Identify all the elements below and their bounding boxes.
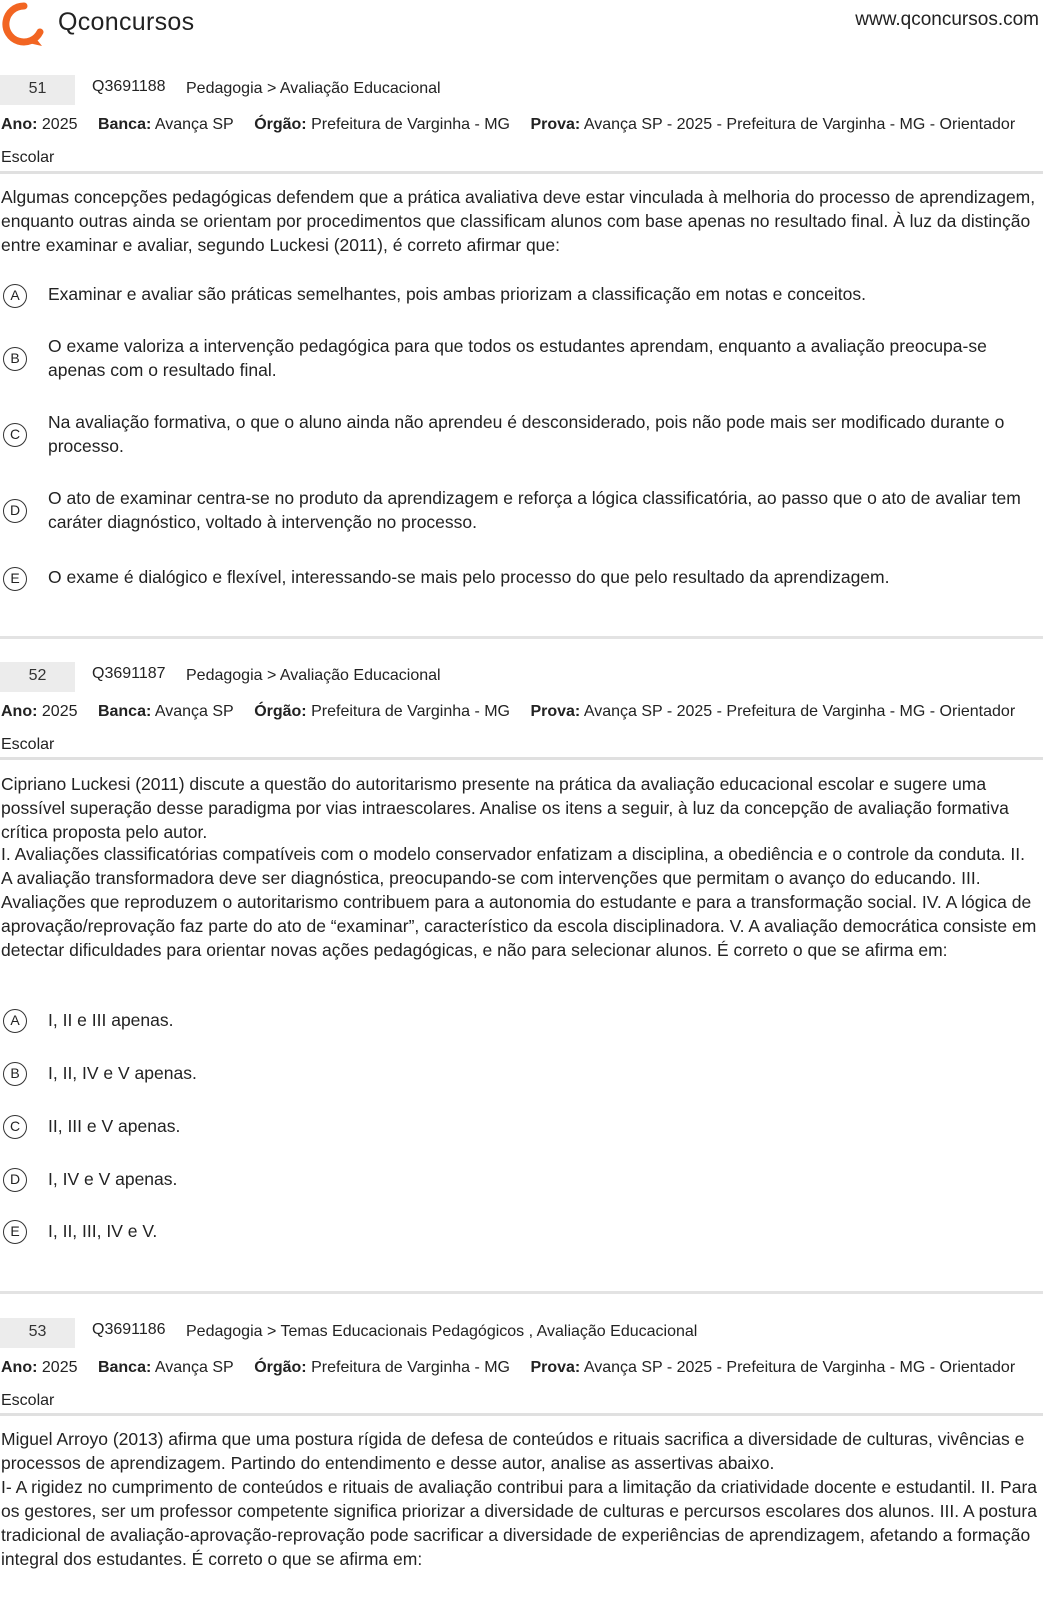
- banca-value: Avança SP: [154, 1359, 234, 1376]
- option-letter-badge[interactable]: C: [3, 423, 27, 447]
- option-letter-badge[interactable]: C: [3, 1115, 27, 1139]
- prova-value: Avança SP - 2025 - Prefeitura de Varginha - MG - Orientador Escolar: [1, 1359, 1016, 1409]
- question-separator: [0, 1291, 1043, 1294]
- question-items: I- A rigidez no cumprimento de conteúdos e rituais de avaliação contribui para a limitação da criatividade docente e estudantil. II. Para os gestores, ser um professor competente significa priorizar a diversidade de culturas e percursos escolares dos alunos. III. A postura tradicional de avaliação-aprovação-reprovação pode sacrificar a diversidade de experiências de aprendizagem, afetando a formação integral dos estudantes. É correto o que se afirma em:: [1, 1477, 1038, 1569]
- banca-value: Avança SP: [154, 703, 234, 720]
- question-items: I. Avaliações classificatórias compatíveis com o modelo conservador enfatizam a disciplina, a obediência e o controle da conduta. II. A avaliação transformadora deve ser diagnóstica, preocupando-se com intervenções que permitam o avanço do educando. III. Avaliações que reproduzem o autoritarismo contribuem para a autonomia do estudante e para a transformação social. IV. A lógica de aprovação/reprovação faz parte do ato de “examinar”, característico da escola disciplinadora. V. A avaliação democrática consiste em detectar dificuldades para orientar novas ações pedagógicas, e não para selecionar alunos. É correto o que se afirma em:: [1, 844, 1037, 960]
- option-letter-badge[interactable]: B: [3, 1062, 27, 1086]
- question-meta: [1, 108, 1041, 174]
- question-card: [0, 1318, 1043, 1615]
- page-header: [0, 0, 1043, 52]
- ano-label: Ano:: [1, 1359, 38, 1376]
- orgao-label: Órgão:: [254, 1359, 307, 1376]
- site-url[interactable]: www.qconcursos.com: [855, 9, 1039, 30]
- option-text: O exame é dialógico e flexível, interessando-se mais pelo processo do que pelo resultado da aprendizagem.: [48, 567, 890, 587]
- question-separator: [0, 636, 1043, 639]
- meta-divider: [0, 171, 1043, 174]
- qconcursos-logo-icon: [2, 2, 46, 46]
- question-number: 52: [0, 662, 75, 692]
- prova-label: Prova:: [530, 703, 581, 720]
- option-letter-badge[interactable]: D: [3, 1168, 27, 1192]
- option-text: O ato de examinar centra-se no produto da aprendizagem e reforça a lógica classificatória, ao passo que o ato de avaliar tem caráter diagnóstico, voltado à intervenção no processo.: [48, 488, 1021, 532]
- option-text: Examinar e avaliar são práticas semelhantes, pois ambas priorizam a classificação em notas e conceitos.: [48, 284, 867, 304]
- meta-divider: [0, 1413, 1043, 1416]
- prova-label: Prova:: [530, 116, 581, 133]
- ano-value: 2025: [41, 703, 78, 720]
- question-code[interactable]: Q3691187: [92, 665, 166, 682]
- question-meta: [1, 695, 1041, 761]
- question-statement: Algumas concepções pedagógicas defendem que a prática avaliativa deve estar vinculada à melhoria do processo de aprendizagem, enquanto outras ainda se orientam por procedimentos que classificam alunos com base apenas no resultado final. À luz da distinção entre examinar e avaliar, segundo Luckesi (2011), é correto afirmar que:: [1, 187, 1036, 255]
- ano-value: 2025: [41, 116, 78, 133]
- ano-label: Ano:: [1, 116, 38, 133]
- option-letter-badge[interactable]: E: [3, 567, 27, 591]
- question-meta: [1, 1351, 1041, 1417]
- prova-value: Avança SP - 2025 - Prefeitura de Varginha - MG - Orientador Escolar: [1, 116, 1016, 166]
- question-category[interactable]: Pedagogia > Temas Educacionais Pedagógicos , Avaliação Educacional: [186, 1323, 698, 1340]
- orgao-value: Prefeitura de Varginha - MG: [311, 1359, 510, 1376]
- question-header: [0, 662, 1043, 692]
- orgao-label: Órgão:: [254, 116, 307, 133]
- question-statement: Miguel Arroyo (2013) afirma que uma postura rígida de defesa de conteúdos e rituais sacrifica a diversidade de culturas, vivências e processos de aprendizagem. Partindo do entendimento e desse autor, analise as assertivas abaixo.: [1, 1429, 1025, 1473]
- orgao-label: Órgão:: [254, 703, 307, 720]
- question-code[interactable]: Q3691188: [92, 78, 166, 95]
- meta-divider: [0, 757, 1043, 760]
- brand-name: Qconcursos: [58, 8, 195, 36]
- question-header: [0, 1318, 1043, 1348]
- option-letter-badge[interactable]: A: [3, 1009, 27, 1033]
- option-text: I, IV e V apenas.: [48, 1169, 178, 1189]
- option-text: I, II, IV e V apenas.: [48, 1063, 197, 1083]
- question-category[interactable]: Pedagogia > Avaliação Educacional: [186, 667, 441, 684]
- option-text: O exame valoriza a intervenção pedagógica para que todos os estudantes aprendam, enquanto a avaliação preocupa-se apenas com o resultado final.: [48, 336, 987, 380]
- question-category[interactable]: Pedagogia > Avaliação Educacional: [186, 80, 441, 97]
- option-letter-badge[interactable]: B: [3, 347, 27, 371]
- question-header: [0, 75, 1043, 105]
- option-text: Na avaliação formativa, o que o aluno ainda não aprendeu é desconsiderado, pois não pode mais ser modificado durante o processo.: [48, 412, 1005, 456]
- question-number: 53: [0, 1318, 75, 1348]
- orgao-value: Prefeitura de Varginha - MG: [311, 116, 510, 133]
- banca-value: Avança SP: [154, 116, 234, 133]
- option-text: I, II, III, IV e V.: [48, 1221, 158, 1241]
- banca-label: Banca:: [97, 703, 152, 720]
- question-statement: Cipriano Luckesi (2011) discute a questão do autoritarismo presente na prática da avaliação educacional escolar e sugere uma possível superação desse paradigma por vias intraescolares. Analise os itens a seguir, à luz da concepção de avaliação formativa crítica proposta pelo autor.: [1, 774, 1009, 842]
- option-text: I, II e III apenas.: [48, 1010, 174, 1030]
- ano-value: 2025: [41, 1359, 78, 1376]
- option-letter-badge[interactable]: D: [3, 499, 27, 523]
- question-card: [0, 662, 1043, 1292]
- ano-label: Ano:: [1, 703, 38, 720]
- option-letter-badge[interactable]: A: [3, 284, 27, 308]
- question-code[interactable]: Q3691186: [92, 1321, 166, 1338]
- question-card: [0, 75, 1043, 640]
- banca-label: Banca:: [97, 1359, 152, 1376]
- option-text: II, III e V apenas.: [48, 1116, 181, 1136]
- question-number: 51: [0, 75, 75, 105]
- banca-label: Banca:: [97, 116, 152, 133]
- prova-label: Prova:: [530, 1359, 581, 1376]
- prova-value: Avança SP - 2025 - Prefeitura de Varginha - MG - Orientador Escolar: [1, 703, 1016, 753]
- orgao-value: Prefeitura de Varginha - MG: [311, 703, 510, 720]
- option-letter-badge[interactable]: E: [3, 1220, 27, 1244]
